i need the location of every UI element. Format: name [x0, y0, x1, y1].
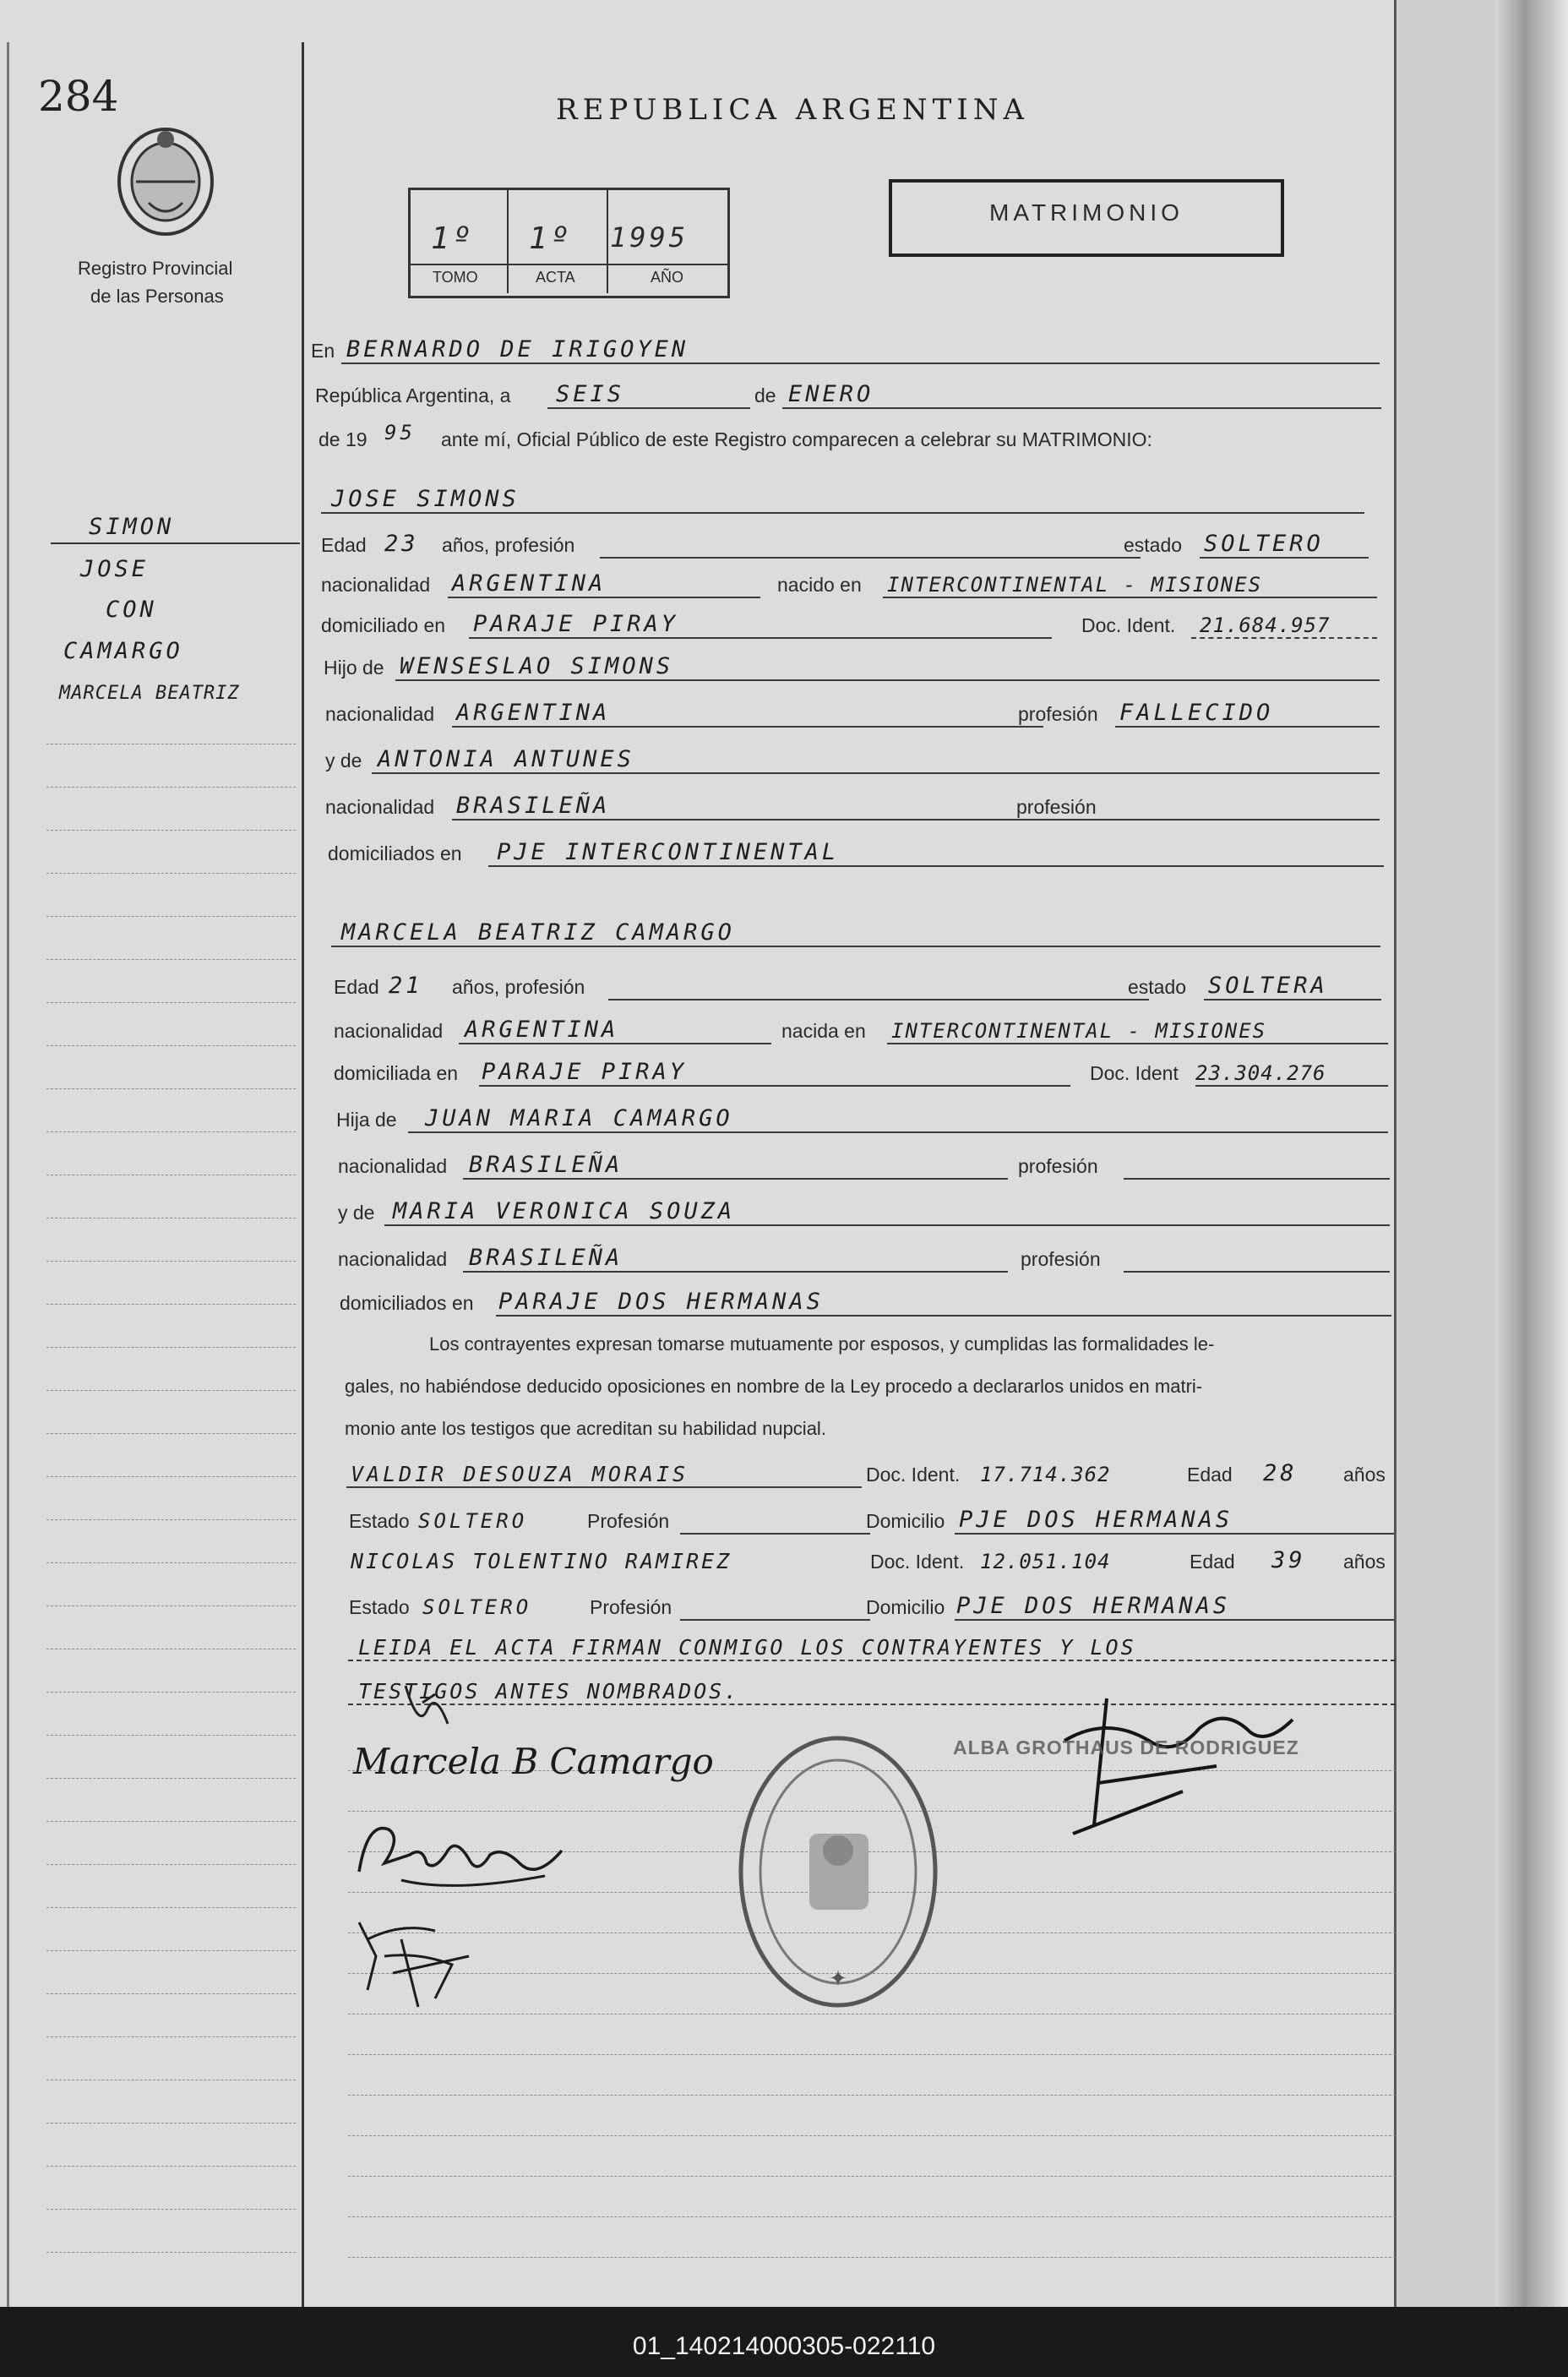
bride-padre-nac-row — [338, 1149, 1390, 1183]
year-suffix: 95 — [384, 421, 416, 444]
witness1-doc: 17.714.362 — [980, 1463, 1111, 1486]
bride-edad-label: Edad — [334, 976, 379, 998]
page-number: 284 — [38, 72, 119, 121]
margin-rule-line — [46, 1131, 296, 1132]
witness1-profesion-label: Profesión — [587, 1510, 670, 1532]
witness1-estado: SOLTERO — [418, 1509, 528, 1533]
bride-padre: JUAN MARIA CAMARGO — [425, 1105, 733, 1131]
bride-padre-row — [336, 1103, 1388, 1137]
official-stamp-text: ALBA GROTHAUS DE RODRIGUEZ — [953, 1736, 1299, 1758]
body-rule-line — [348, 2257, 1396, 2258]
bride-estado-line — [1204, 999, 1381, 1000]
closing-row-1 — [348, 1631, 1396, 1665]
volume-label-rule — [408, 264, 727, 265]
groom-name: JOSE SIMONS — [331, 486, 520, 512]
groom-madre-row — [325, 744, 1380, 777]
margin-rule-line — [46, 1562, 296, 1563]
margin-name-1: SIMON — [89, 514, 175, 540]
acta-label: ACTA — [536, 269, 575, 286]
groom-padres-dom: PJE INTERCONTINENTAL — [497, 839, 840, 865]
bride-doc-label: Doc. Ident — [1090, 1062, 1179, 1084]
margin-rule-line — [46, 1261, 296, 1262]
bride-madre-line — [384, 1224, 1390, 1226]
bride-madre-nac-label: nacionalidad — [338, 1248, 448, 1270]
day-value: SEIS — [556, 381, 625, 407]
margin-name-5: MARCELA BEATRIZ — [59, 683, 240, 704]
volume-divider-1 — [507, 190, 509, 293]
groom-padre-prof-line — [1115, 726, 1380, 728]
groom-dom-row — [321, 608, 1377, 642]
margin-rule-line — [46, 1821, 296, 1822]
bride-nac-row — [334, 1014, 1388, 1048]
witness2-edad-label: Edad — [1190, 1551, 1235, 1573]
bride-dom-line — [479, 1085, 1070, 1087]
republica-label: República Argentina, a — [315, 384, 511, 406]
closing-line2: TESTIGOS ANTES NOMBRADOS. — [358, 1679, 740, 1704]
groom-y-de-label: y de — [325, 750, 362, 771]
groom-padre-nac-row — [325, 697, 1380, 731]
witness1-anos-label: años — [1343, 1464, 1386, 1486]
witness1-domicilio: PJE DOS HERMANAS — [959, 1507, 1233, 1533]
groom-padre-prof: FALLECIDO — [1119, 700, 1274, 726]
closing-line-1 — [348, 1660, 1396, 1661]
place-value: BERNARDO DE IRIGOYEN — [346, 336, 689, 363]
binding-strip — [1394, 0, 1498, 2307]
registry-line2: de las Personas — [90, 286, 224, 307]
groom-estado: SOLTERO — [1204, 531, 1324, 557]
bride-nac-line — [459, 1043, 771, 1044]
witness2-profesion-label: Profesión — [590, 1596, 672, 1618]
bride-padre-nac-line — [463, 1178, 1008, 1180]
bride-doc-line — [1195, 1085, 1388, 1087]
groom-madre-nac-row — [325, 790, 1380, 824]
intro-date-row — [315, 379, 1381, 412]
margin-rule-line — [46, 830, 296, 831]
month-value: ENERO — [788, 381, 874, 407]
witness2-name: NICOLAS TOLENTINO RAMIREZ — [351, 1549, 732, 1573]
groom-edad-label: Edad — [321, 534, 367, 556]
bride-name-row — [331, 917, 1380, 951]
margin-rule-line — [46, 916, 296, 917]
act-type: MATRIMONIO — [989, 199, 1184, 226]
day-line — [547, 407, 750, 409]
bride-madre-row — [338, 1196, 1390, 1229]
margin-rule-line — [46, 1347, 296, 1348]
groom-estado-line — [1200, 557, 1369, 559]
margin-rule-line — [46, 1088, 296, 1089]
margin-rule-line — [46, 1993, 296, 1994]
groom-signature — [351, 1813, 587, 1905]
tomo-value: 1º — [431, 221, 475, 256]
body-rule-line — [348, 2176, 1396, 2177]
groom-nac-line — [448, 597, 760, 598]
margin-rule-line — [46, 1778, 296, 1779]
groom-edad: 23 — [384, 531, 419, 557]
bride-profesion-line — [608, 999, 1149, 1000]
bride-y-de-label: y de — [338, 1202, 375, 1224]
groom-doc-line — [1191, 637, 1377, 639]
bride-dom-row — [334, 1056, 1388, 1090]
bride-padre-prof-label: profesión — [1018, 1155, 1098, 1177]
bride-madre-nac-row — [338, 1242, 1390, 1276]
witness1-name: VALDIR DESOUZA MORAIS — [351, 1462, 689, 1486]
groom-padre-nac-label: nacionalidad — [325, 703, 435, 725]
margin-rule-line — [46, 1002, 296, 1003]
groom-estado-label: estado — [1124, 534, 1183, 556]
groom-nac-row — [321, 568, 1377, 602]
margin-rule-line — [46, 2209, 296, 2210]
groom-madre-line — [372, 772, 1380, 774]
bride-madre-nac-line — [463, 1271, 1008, 1273]
body-rule-line — [348, 2054, 1396, 2055]
month-line — [782, 407, 1381, 409]
bride-madre-nac: BRASILEÑA — [469, 1245, 623, 1271]
bride-madre: MARIA VERONICA SOUZA — [393, 1198, 736, 1224]
bride-doc: 23.304.276 — [1195, 1061, 1326, 1085]
margin-rule-line — [46, 1950, 296, 1951]
bride-anos-label: años, profesión — [452, 976, 585, 998]
groom-nacido-line — [883, 597, 1377, 598]
margin-rule-line — [46, 1735, 296, 1736]
body-rule-line — [348, 2216, 1396, 2217]
witness1-domicilio-label: Domicilio — [866, 1510, 945, 1532]
acta-value: 1º — [529, 221, 573, 256]
groom-padres-dom-label: domiciliados en — [328, 842, 462, 864]
margin-rule-line — [46, 959, 296, 960]
bride-domicilio: PARAJE PIRAY — [482, 1059, 688, 1085]
official-signature — [1048, 1682, 1301, 1842]
declaration-line1: Los contrayentes expresan tomarse mutuamente por esposos, y cumplidas las formalidades le- — [429, 1333, 1215, 1355]
svg-text:✦: ✦ — [829, 1965, 847, 1991]
groom-padre-nac-line — [452, 726, 1043, 728]
groom-edad-row — [321, 528, 1369, 562]
groom-profesion-line — [600, 557, 1141, 559]
left-edge-rule — [7, 42, 9, 2307]
margin-rule-line — [46, 1476, 296, 1477]
body-rule-line — [348, 2135, 1396, 2136]
groom-padres-dom-line — [488, 865, 1384, 867]
book-edge — [1495, 0, 1568, 2307]
witness2-doc: 12.051.104 — [980, 1550, 1111, 1573]
groom-doc-label: Doc. Ident. — [1081, 614, 1176, 636]
bride-nacida-label: nacida en — [781, 1020, 866, 1042]
witness2-profesion-line — [680, 1619, 870, 1621]
bride-estado-label: estado — [1128, 976, 1187, 998]
margin-rule-line — [46, 2036, 296, 2037]
groom-nacido-label: nacido en — [777, 574, 862, 596]
bride-hija-label: Hija de — [336, 1109, 397, 1131]
registry-line1: Registro Provincial — [78, 258, 233, 279]
groom-anos-label: años, profesión — [442, 534, 575, 556]
witness2-domicilio-label: Domicilio — [866, 1596, 945, 1618]
margin-name-3: CON — [106, 597, 157, 623]
intro-text: ante mí, Oficial Público de este Registro comparecen a celebrar su MATRIMONIO: — [441, 428, 1152, 450]
bride-estado: SOLTERA — [1208, 973, 1328, 999]
volume-divider-2 — [607, 190, 608, 293]
margin-name-4: CAMARGO — [63, 638, 183, 664]
groom-padres-dom-row — [328, 837, 1384, 870]
groom-padre-row — [324, 651, 1380, 684]
margin-rule-line — [46, 1519, 296, 1520]
groom-madre-prof-line — [1115, 819, 1380, 821]
groom-hijo-label: Hijo de — [324, 657, 384, 679]
witness1-edad-label: Edad — [1187, 1464, 1233, 1486]
bride-signature: Marcela B Camargo — [353, 1741, 714, 1782]
bride-padre-prof-line — [1124, 1178, 1390, 1180]
margin-rule-line — [46, 1907, 296, 1908]
margin-rule — [302, 42, 304, 2307]
margin-rule-line — [46, 1692, 296, 1693]
month-de-label: de — [754, 384, 776, 406]
margin-rule-line — [46, 1045, 296, 1046]
margin-rule-line — [46, 2166, 296, 2167]
bride-edad-row — [334, 970, 1381, 1004]
witness1-name-line — [346, 1486, 862, 1488]
witness2-estado: SOLTERO — [422, 1595, 532, 1619]
bride-dom-label: domiciliada en — [334, 1062, 459, 1084]
witness2-domicilio-line — [955, 1619, 1394, 1621]
groom-padre-line — [395, 679, 1380, 681]
intro-place-row — [311, 334, 1380, 368]
bride-nacida-line — [887, 1043, 1388, 1044]
registry-stamp-icon — [735, 1732, 942, 2011]
bride-nacida: INTERCONTINENTAL - MISIONES — [891, 1019, 1267, 1043]
groom-padre-prof-label: profesión — [1018, 703, 1098, 725]
groom-doc: 21.684.957 — [1200, 613, 1331, 637]
bride-madre-prof-line — [1124, 1271, 1390, 1273]
bride-padres-dom-label: domiciliados en — [340, 1292, 474, 1314]
margin-rule-line — [46, 787, 296, 788]
year-prefix: de 19 — [318, 428, 368, 450]
witness2-estado-row — [346, 1590, 1394, 1624]
tomo-label: TOMO — [433, 269, 478, 286]
groom-padre-nac: ARGENTINA — [456, 700, 611, 726]
place-line — [341, 363, 1380, 364]
witness1-domicilio-line — [955, 1533, 1394, 1535]
witness1-doc-label: Doc. Ident. — [866, 1464, 961, 1486]
margin-rule-line — [46, 2252, 296, 2253]
groom-domicilio: PARAJE PIRAY — [473, 611, 679, 637]
witness2-row — [346, 1545, 1394, 1578]
groom-madre: ANTONIA ANTUNES — [378, 746, 634, 772]
margin-rule-line — [46, 1304, 296, 1305]
ano-label: AÑO — [651, 269, 684, 286]
ano-value: 1995 — [610, 221, 689, 254]
groom-nacido: INTERCONTINENTAL - MISIONES — [887, 573, 1263, 597]
margin-rule-line — [46, 1390, 296, 1391]
bride-nacionalidad: ARGENTINA — [465, 1017, 619, 1043]
bride-nac-label: nacionalidad — [334, 1020, 444, 1042]
bride-padre-nac-label: nacionalidad — [338, 1155, 448, 1177]
witness2-domicilio: PJE DOS HERMANAS — [956, 1593, 1231, 1619]
groom-madre-nac-line — [452, 819, 1132, 821]
witness2-edad: 39 — [1271, 1547, 1306, 1573]
margin-name-rule-1 — [51, 542, 300, 544]
declaration-line2: gales, no habiéndose deducido oposiciones en nombre de la Ley procedo a declararlos unidos en matri- — [345, 1376, 1203, 1397]
closing-line1: LEIDA EL ACTA FIRMAN CONMIGO LOS CONTRAYENTES Y LOS — [358, 1635, 1136, 1660]
signature-top-mark — [397, 1677, 465, 1736]
groom-nac-label: nacionalidad — [321, 574, 431, 596]
witness1-edad: 28 — [1263, 1460, 1298, 1486]
witness1-row — [346, 1458, 1394, 1491]
en-label: En — [311, 340, 335, 362]
groom-dom-line — [469, 637, 1052, 639]
bride-madre-prof-label: profesión — [1021, 1248, 1101, 1270]
groom-madre-prof-label: profesión — [1016, 796, 1097, 818]
bride-padre-line — [408, 1131, 1388, 1133]
witness-signature — [342, 1905, 494, 2015]
bride-padres-dom-line — [496, 1315, 1391, 1317]
margin-rule-line — [46, 873, 296, 874]
bride-edad: 21 — [389, 973, 423, 999]
groom-dom-label: domiciliado en — [321, 614, 446, 636]
intro-year-row — [318, 423, 1375, 456]
witness1-profesion-line — [680, 1533, 870, 1535]
groom-name-line — [321, 512, 1364, 514]
margin-rule-line — [46, 1433, 296, 1434]
margin-name-2: JOSE — [80, 556, 150, 582]
declaration-line3: monio ante los testigos que acreditan su habilidad nupcial. — [345, 1418, 826, 1439]
witness1-estado-row — [346, 1504, 1394, 1538]
witness2-estado-label: Estado — [349, 1596, 410, 1618]
bride-padre-nac: BRASILEÑA — [469, 1152, 623, 1178]
groom-name-row — [321, 483, 1364, 517]
groom-madre-nac: BRASILEÑA — [456, 793, 611, 819]
footer-id: 01_140214000305-022110 — [632, 2332, 936, 2360]
coat-of-arms-icon — [115, 123, 216, 241]
document-title: REPUBLICA ARGENTINA — [556, 93, 1030, 127]
bride-name-line — [331, 946, 1380, 947]
bride-name: MARCELA BEATRIZ CAMARGO — [341, 919, 735, 946]
groom-madre-nac-label: nacionalidad — [325, 796, 435, 818]
margin-rule-line — [46, 1864, 296, 1865]
groom-padre: WENSESLAO SIMONS — [400, 653, 674, 679]
witness2-anos-label: años — [1343, 1551, 1386, 1573]
bride-padres-dom: PARAJE DOS HERMANAS — [498, 1289, 824, 1315]
witness2-doc-label: Doc. Ident. — [870, 1551, 965, 1573]
witness1-estado-label: Estado — [349, 1510, 410, 1532]
body-rule-line — [348, 2095, 1396, 2096]
groom-nacionalidad: ARGENTINA — [452, 570, 607, 597]
bride-padres-dom-row — [340, 1286, 1391, 1320]
